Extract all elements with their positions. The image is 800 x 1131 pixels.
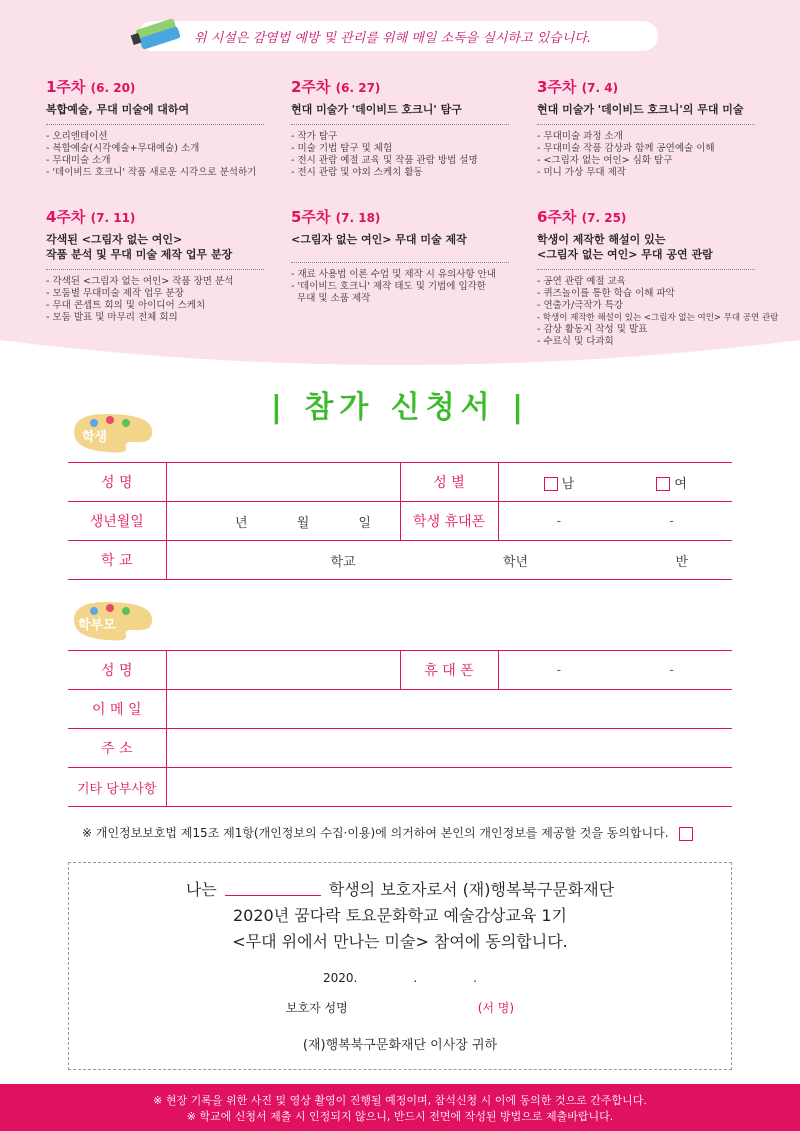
heading-line: 작품 분석 및 무대 미술 제작 업무 분장 — [46, 248, 233, 261]
list-item: - 미니 가상 무대 제작 — [537, 167, 626, 178]
week-title — [291, 206, 516, 227]
divider — [291, 124, 509, 125]
week-label: 1주차 — [46, 78, 86, 96]
date-line — [69, 971, 731, 985]
week-heading: 현대 미술가 '데이비드 호크니'의 무대 미술 — [537, 103, 744, 116]
week-heading: 현대 미술가 '데이비드 호크니' 탐구 — [291, 103, 462, 116]
table-row — [68, 541, 732, 580]
guardian-name-label: 성 명 — [68, 651, 166, 690]
student-form — [68, 462, 732, 580]
phone-dash: - — [556, 513, 562, 529]
heading-line: 각색된 <그림자 없는 여인> — [46, 233, 183, 246]
week-items — [537, 276, 779, 348]
week-label: 2주차 — [291, 78, 331, 96]
address-field[interactable] — [166, 729, 732, 768]
heading-line: 학생이 제작한 해설이 있는 — [537, 233, 666, 246]
privacy-consent — [82, 824, 697, 841]
student-phone-field[interactable] — [498, 502, 732, 541]
table-row — [68, 768, 732, 807]
guardian-phone-label: 휴 대 폰 — [400, 651, 498, 690]
list-item: - 전시 관람 예절 교육 및 작품 관람 방법 설명 — [291, 155, 478, 166]
week-title — [291, 76, 516, 97]
list-item: - 수료식 및 다과회 — [537, 336, 614, 347]
agreement-line: <무대 위에서 만나는 미술> 참여에 동의합니다. — [232, 932, 568, 951]
month-unit: 월 — [296, 515, 310, 531]
week-date: (7. 4) — [581, 81, 619, 95]
list-item: - 연출가/극작가 특강 — [537, 300, 624, 311]
week-items — [46, 131, 271, 179]
list-item: - 무대미술 소개 — [46, 155, 111, 166]
week-card — [537, 206, 779, 348]
agreement-line: 2020년 꿈다락 토요문화학교 예술감상교육 1기 — [233, 906, 567, 925]
phone-dash: - — [556, 662, 562, 678]
list-item: 무대 및 소품 제작 — [291, 293, 371, 304]
student-name-field[interactable] — [166, 463, 400, 502]
school-label: 학 교 — [68, 541, 166, 580]
date-year: 2020. — [322, 971, 358, 985]
student-badge: 학생 — [82, 430, 108, 445]
male-checkbox[interactable] — [544, 477, 558, 491]
birthdate-label: 생년월일 — [68, 502, 166, 541]
gender-label: 성 별 — [400, 463, 498, 502]
signature-field[interactable]: (서 명) — [477, 1001, 515, 1015]
guardian-form — [68, 650, 732, 807]
table-row — [68, 729, 732, 768]
week-card — [46, 206, 271, 324]
gender-options — [498, 463, 732, 502]
list-item: - 작가 탐구 — [291, 131, 338, 142]
email-label: 이 메 일 — [68, 690, 166, 729]
notes-field[interactable] — [166, 768, 732, 807]
female-label: 여 — [674, 476, 687, 492]
paint-tube-icon — [128, 10, 188, 56]
list-item: - 감상 활동지 작성 및 발표 — [537, 324, 648, 335]
list-item: - 무대미술 작품 감상과 함께 공연예술 이해 — [537, 143, 715, 154]
list-item: - 미술 기법 탐구 및 체험 — [291, 143, 393, 154]
email-field[interactable] — [166, 690, 732, 729]
divider — [537, 124, 755, 125]
date-dot: . — [473, 971, 477, 985]
phone-dash: - — [669, 513, 674, 529]
guardian-name-field[interactable] — [166, 651, 400, 690]
school-unit: 학교 — [330, 554, 356, 570]
phone-dash: - — [669, 662, 674, 678]
footer-line: ※ 현장 기록을 위한 사진 및 영상 촬영이 진행될 예정이며, 참석신청 시 이에 동의한 것으로 간주합니다. — [153, 1094, 647, 1107]
addressee: (재)행복북구문화재단 이사장 귀하 — [302, 1038, 498, 1053]
week-items — [537, 131, 762, 179]
consent-text: ※ 개인정보보호법 제15조 제1항(개인정보의 수집·이용)에 의거하여 본인의 개인정보를 제공할 것을 동의합니다. — [82, 826, 669, 840]
male-label: 남 — [561, 476, 575, 492]
list-item: - 공연 관람 예절 교육 — [537, 276, 626, 287]
week-title — [537, 206, 762, 227]
week-label: 5주차 — [291, 208, 331, 226]
week-date: (7. 25) — [581, 211, 627, 225]
week-label: 4주차 — [46, 208, 86, 226]
list-item: - 복합예술(시각예술+무대예술) 소개 — [46, 143, 200, 154]
address-label: 주 소 — [68, 729, 166, 768]
list-item: - 각색된 <그림자 없는 여인> 작품 장면 분석 — [46, 276, 234, 287]
male-option[interactable] — [544, 473, 575, 492]
agreement-line — [69, 877, 731, 903]
week-title — [537, 76, 762, 97]
guardian-badge: 학부모 — [78, 618, 116, 633]
week-heading — [46, 232, 271, 262]
week-heading: 복합예술, 무대 미술에 대하여 — [46, 103, 190, 116]
list-item: - '데이비드 호크니' 제작 태도 및 기법에 입각한 — [291, 281, 486, 292]
week-card — [537, 76, 762, 179]
agreement-suffix: 학생의 보호자로서 (재)행복북구문화재단 — [328, 880, 615, 899]
table-row — [68, 651, 732, 690]
list-item: - 퀴즈놀이를 통한 학습 이해 파악 — [537, 288, 675, 299]
list-item: - 전시 관람 및 야외 스케치 활동 — [291, 167, 423, 178]
guardian-phone-field[interactable] — [498, 651, 732, 690]
week-items — [291, 269, 516, 305]
student-name-label: 성 명 — [68, 463, 166, 502]
week-title — [46, 206, 271, 227]
week-date: (7. 11) — [90, 211, 136, 225]
table-row — [68, 463, 732, 502]
female-option[interactable] — [656, 473, 687, 492]
year-unit: 년 — [235, 515, 248, 531]
week-items — [46, 276, 271, 324]
week-card — [291, 206, 516, 305]
list-item: - 학생이 제작한 해설이 있는 <그림자 없는 여인> 무대 공연 관람 — [537, 313, 779, 323]
consent-checkbox[interactable] — [679, 827, 693, 841]
signature-line — [69, 999, 731, 1016]
week-card — [291, 76, 516, 179]
form-title: | 참가 신청서 | — [270, 390, 530, 425]
grade-unit: 학년 — [502, 554, 529, 570]
week-heading: <그림자 없는 여인> 무대 미술 제작 — [291, 233, 467, 246]
notes-label: 기타 당부사항 — [68, 768, 166, 807]
class-unit: 반 — [675, 554, 688, 570]
divider — [46, 269, 264, 270]
week-date: (6. 27) — [335, 81, 381, 95]
divider — [46, 124, 264, 125]
list-item: - 재료 사용법 이론 수업 및 제작 시 유의사항 안내 — [291, 269, 496, 280]
table-row — [68, 690, 732, 729]
list-item: - 모둠별 무대미술 제작 업무 분장 — [46, 288, 184, 299]
heading-line: <그림자 없는 여인> 무대 공연 관람 — [537, 248, 713, 261]
footer-line: ※ 학교에 신청서 제출 시 인정되지 않으니, 반드시 전면에 작성된 방법으로 제출바랍니다. — [186, 1110, 614, 1123]
divider — [537, 269, 755, 270]
list-item: - <그림자 없는 여인> 심화 탐구 — [537, 155, 673, 166]
agreement-prefix: 나는 — [185, 880, 217, 899]
list-item: - 오리엔테이션 — [46, 131, 108, 142]
student-name-blank[interactable] — [225, 886, 321, 896]
guardian-agreement — [68, 862, 732, 1070]
student-phone-label: 학생 휴대폰 — [400, 502, 498, 541]
notice-text: 위 시설은 감염법 예방 및 관리를 위해 매일 소독을 실시하고 있습니다. — [194, 30, 592, 46]
table-row — [68, 502, 732, 541]
signer-label: 보호자 성명 — [285, 1001, 348, 1015]
date-dot: . — [413, 971, 418, 985]
week-date: (6. 20) — [90, 81, 136, 95]
school-field[interactable] — [166, 541, 732, 580]
week-date: (7. 18) — [335, 211, 381, 225]
list-item: - 무대미술 과정 소개 — [537, 131, 623, 142]
list-item: - 모둠 발표 및 마무리 전체 회의 — [46, 312, 178, 323]
week-heading — [537, 232, 762, 262]
list-item: - 무대 콘셉트 회의 및 아이디어 스케치 — [46, 300, 206, 311]
week-label: 3주차 — [537, 78, 577, 96]
female-checkbox[interactable] — [656, 477, 670, 491]
week-title — [46, 76, 271, 97]
birthdate-field[interactable] — [166, 502, 400, 541]
week-label: 6주차 — [537, 208, 577, 226]
footer-notice — [0, 1084, 800, 1131]
disinfection-notice — [138, 21, 658, 51]
week-card — [46, 76, 271, 179]
divider — [291, 262, 509, 263]
day-unit: 일 — [358, 515, 371, 531]
week-items — [291, 131, 516, 179]
list-item: - '데이비드 호크니' 작품 새로운 시각으로 분석하기 — [46, 167, 257, 178]
